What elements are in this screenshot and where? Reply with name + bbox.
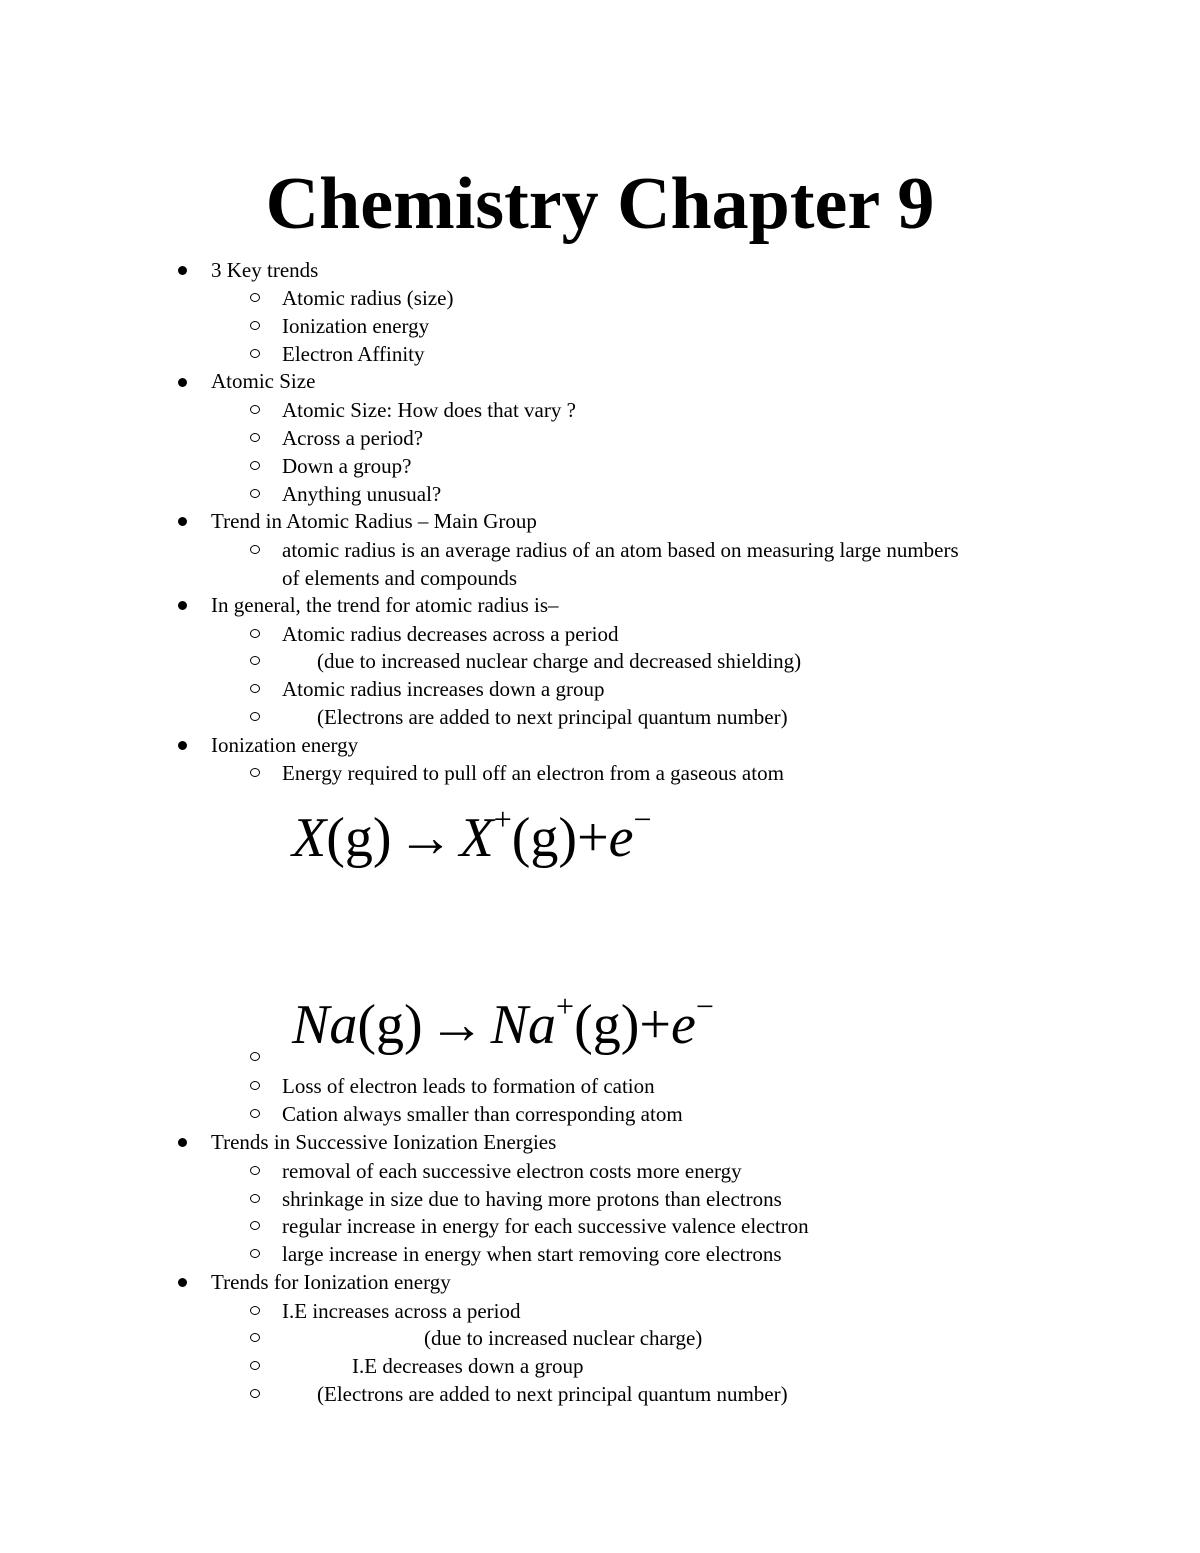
bullet-circle-icon (250, 433, 260, 442)
bullet-disc-icon (178, 378, 187, 387)
bullet-circle-icon (250, 1194, 260, 1203)
bullet-circle-icon (250, 461, 260, 470)
bullet-circle-icon (250, 1306, 260, 1315)
sub-list-item: atomic radius is an average radius of an atom based on measuring large numbers (282, 538, 959, 562)
bullet-circle-icon (250, 405, 260, 414)
bullet-circle-icon (250, 629, 260, 638)
sub-list-item: regular increase in energy for each successive valence electron (282, 1214, 809, 1238)
bullet-circle-icon (250, 1052, 260, 1061)
ionization-equation-generic: X(g) → X+(g)+e− (292, 801, 652, 869)
sub-list-item: Loss of electron leads to formation of cation (282, 1074, 655, 1098)
bullet-circle-icon (250, 1081, 260, 1090)
bullet-circle-icon (250, 321, 260, 330)
sub-list-item: I.E decreases down a group (352, 1354, 584, 1378)
sub-list-item-continuation: of elements and compounds (282, 566, 518, 590)
sub-list-item: removal of each successive electron costs more energy (282, 1159, 742, 1183)
page-title: Chemistry Chapter 9 (265, 163, 935, 245)
list-item: 3 Key trends (211, 258, 319, 282)
sub-list-item: Atomic radius increases down a group (282, 677, 605, 701)
sub-list-item: (due to increased nuclear charge) (424, 1326, 703, 1350)
sub-list-item: Anything unusual? (282, 482, 442, 506)
sub-list-item: Atomic radius (size) (282, 286, 454, 310)
bullet-circle-icon (250, 768, 260, 777)
bullet-circle-icon (250, 1333, 260, 1342)
sub-list-item: Atomic Size: How does that vary ? (282, 398, 576, 422)
list-item: Ionization energy (211, 733, 359, 757)
bullet-circle-icon (250, 489, 260, 498)
ionization-equation-sodium: Na(g) → Na+(g)+e− (292, 988, 714, 1056)
bullet-circle-icon (250, 712, 260, 721)
bullet-circle-icon (250, 1249, 260, 1258)
sub-list-item: Cation always smaller than corresponding atom (282, 1102, 683, 1126)
sub-list-item: large increase in energy when start removing core electrons (282, 1242, 782, 1266)
sub-list-item: Across a period? (282, 426, 424, 450)
sub-list-item: Down a group? (282, 454, 412, 478)
bullet-disc-icon (178, 1278, 187, 1287)
list-item: Atomic Size (211, 369, 316, 393)
bullet-disc-icon (178, 266, 187, 275)
bullet-circle-icon (250, 1166, 260, 1175)
bullet-circle-icon (250, 656, 260, 665)
sub-list-item: Ionization energy (282, 314, 430, 338)
sub-list-item: shrinkage in size due to having more protons than electrons (282, 1187, 782, 1211)
sub-list-item: I.E increases across a period (282, 1299, 521, 1323)
sub-list-item: (due to increased nuclear charge and decreased shielding) (317, 649, 802, 673)
sub-list-item: Energy required to pull off an electron from a gaseous atom (282, 761, 784, 785)
bullet-circle-icon (250, 1361, 260, 1370)
list-item: In general, the trend for atomic radius is– (211, 593, 559, 617)
bullet-disc-icon (178, 601, 187, 610)
bullet-disc-icon (178, 1138, 187, 1147)
arrow-icon: → (428, 994, 485, 1056)
list-item: Trends in Successive Ionization Energies (211, 1130, 557, 1154)
arrow-icon: → (397, 807, 454, 869)
bullet-circle-icon (250, 1389, 260, 1398)
bullet-circle-icon (250, 545, 260, 554)
bullet-circle-icon (250, 684, 260, 693)
sub-list-item: Electron Affinity (282, 342, 425, 366)
list-item: Trend in Atomic Radius – Main Group (211, 509, 537, 533)
bullet-circle-icon (250, 293, 260, 302)
bullet-disc-icon (178, 741, 187, 750)
list-item: Trends for Ionization energy (211, 1270, 451, 1294)
sub-list-item: Atomic radius decreases across a period (282, 622, 619, 646)
bullet-circle-icon (250, 1109, 260, 1118)
bullet-disc-icon (178, 517, 187, 526)
sub-list-item: (Electrons are added to next principal quantum number) (317, 705, 788, 729)
sub-list-item: (Electrons are added to next principal quantum number) (317, 1382, 788, 1406)
bullet-circle-icon (250, 1221, 260, 1230)
bullet-circle-icon (250, 349, 260, 358)
